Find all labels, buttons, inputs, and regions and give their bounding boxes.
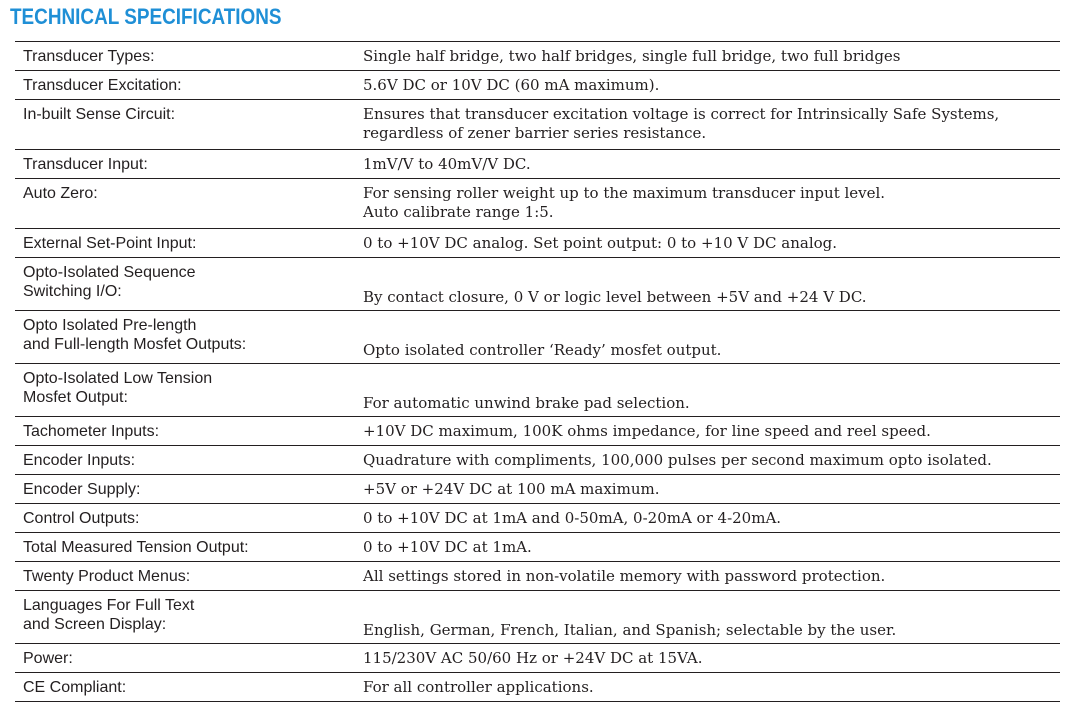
spec-label-line: Languages For Full Text [23, 597, 195, 614]
spec-value-line: 5.6V DC or 10V DC (60 mA maximum). [363, 76, 660, 94]
spec-value [363, 179, 1060, 229]
spec-row [15, 533, 1060, 562]
spec-value-line: Single half bridge, two half bridges, single full bridge, two full bridges [363, 47, 901, 65]
spec-value-line: +5V or +24V DC at 100 mA maximum. [363, 480, 660, 498]
spec-label-line: Twenty Product Menus: [23, 568, 191, 585]
spec-label [15, 673, 363, 702]
spec-label-line: Opto-Isolated Low Tension [23, 370, 213, 387]
spec-value-line: Opto isolated controller ‘Ready’ mosfet output. [363, 341, 722, 359]
spec-label-line: Power: [23, 650, 73, 667]
spec-label [15, 644, 363, 673]
spec-label [15, 150, 363, 179]
spec-value [363, 150, 1060, 179]
spec-value-line: 0 to +10V DC analog. Set point output: 0 to +10 V DC analog. [363, 234, 838, 252]
page-title: TECHNICAL SPECIFICATIONS [10, 4, 282, 29]
spec-label [15, 42, 363, 71]
spec-value-line: 1mV/V to 40mV/V DC. [363, 155, 531, 173]
spec-value [363, 673, 1060, 702]
spec-label-line: Switching I/O: [23, 283, 122, 300]
spec-label [15, 229, 363, 258]
spec-value-line: By contact closure, 0 V or logic level between +5V and +24 V DC. [363, 288, 867, 306]
spec-value-line: 115/230V AC 50/60 Hz or +24V DC at 15VA. [363, 649, 703, 667]
spec-label [15, 71, 363, 100]
spec-label [15, 591, 363, 644]
spec-label-line: Transducer Types: [23, 48, 155, 65]
spec-row [15, 475, 1060, 504]
spec-value-line: 0 to +10V DC at 1mA. [363, 538, 532, 556]
spec-label-line: Control Outputs: [23, 510, 140, 527]
spec-row [15, 311, 1060, 364]
spec-label [15, 504, 363, 533]
spec-value-line: Auto calibrate range 1:5. [363, 203, 554, 221]
spec-label [15, 446, 363, 475]
spec-value-line: All settings stored in non-volatile memory with password protection. [363, 567, 886, 585]
spec-value-line: For all controller applications. [363, 678, 594, 696]
spec-value [363, 533, 1060, 562]
spec-row [15, 100, 1060, 150]
spec-value-line: regardless of zener barrier series resistance. [363, 124, 707, 142]
spec-label-line: and Full-length Mosfet Outputs: [23, 336, 247, 353]
spec-row [15, 229, 1060, 258]
spec-value-line: Ensures that transducer excitation voltage is correct for Intrinsically Safe Systems, [363, 105, 1000, 123]
spec-label [15, 311, 363, 364]
spec-label [15, 258, 363, 311]
spec-label-line: CE Compliant: [23, 679, 127, 696]
spec-label-line: Encoder Inputs: [23, 452, 136, 469]
spec-value [363, 364, 1060, 417]
spec-value-line: 0 to +10V DC at 1mA and 0-50mA, 0-20mA or 4-20mA. [363, 509, 782, 527]
spec-label-line: Auto Zero: [23, 185, 98, 202]
spec-row [15, 673, 1060, 702]
spec-value [363, 229, 1060, 258]
spec-row [15, 562, 1060, 591]
spec-value [363, 100, 1060, 150]
spec-label-line: Opto Isolated Pre-length [23, 317, 197, 334]
spec-label [15, 100, 363, 150]
spec-value-line: For sensing roller weight up to the maximum transducer input level. [363, 184, 886, 202]
spec-value [363, 258, 1060, 311]
spec-value [363, 71, 1060, 100]
spec-row [15, 258, 1060, 311]
spec-label-line: Transducer Input: [23, 156, 148, 173]
spec-label-line: Mosfet Output: [23, 389, 128, 406]
spec-value [363, 591, 1060, 644]
spec-row [15, 504, 1060, 533]
spec-row [15, 150, 1060, 179]
spec-value [363, 311, 1060, 364]
spec-value [363, 42, 1060, 71]
spec-row [15, 417, 1060, 446]
spec-label [15, 417, 363, 446]
spec-table-body [15, 42, 1060, 702]
spec-value [363, 504, 1060, 533]
spec-label-line: Tachometer Inputs: [23, 423, 160, 440]
spec-label-line: and Screen Display: [23, 616, 167, 633]
spec-label-line: Opto-Isolated Sequence [23, 264, 196, 281]
spec-label [15, 562, 363, 591]
spec-label [15, 364, 363, 417]
spec-value [363, 446, 1060, 475]
spec-value [363, 644, 1060, 673]
spec-value [363, 417, 1060, 446]
spec-label [15, 533, 363, 562]
spec-value-line: +10V DC maximum, 100K ohms impedance, for line speed and reel speed. [363, 422, 931, 440]
spec-table [15, 41, 1060, 702]
spec-row [15, 364, 1060, 417]
spec-row [15, 42, 1060, 71]
spec-row [15, 591, 1060, 644]
spec-label [15, 179, 363, 229]
spec-row [15, 179, 1060, 229]
spec-row [15, 644, 1060, 673]
spec-row [15, 446, 1060, 475]
spec-value [363, 475, 1060, 504]
spec-label-line: Transducer Excitation: [23, 77, 182, 94]
spec-label-line: In-built Sense Circuit: [23, 106, 176, 123]
spec-value-line: English, German, French, Italian, and Spanish; selectable by the user. [363, 621, 897, 639]
spec-value-line: Quadrature with compliments, 100,000 pulses per second maximum opto isolated. [363, 451, 992, 469]
spec-label-line: Encoder Supply: [23, 481, 141, 498]
spec-value-line: For automatic unwind brake pad selection. [363, 394, 690, 412]
spec-label-line: External Set-Point Input: [23, 235, 197, 252]
spec-value [363, 562, 1060, 591]
spec-label-line: Total Measured Tension Output: [23, 539, 249, 556]
spec-row [15, 71, 1060, 100]
spec-label [15, 475, 363, 504]
